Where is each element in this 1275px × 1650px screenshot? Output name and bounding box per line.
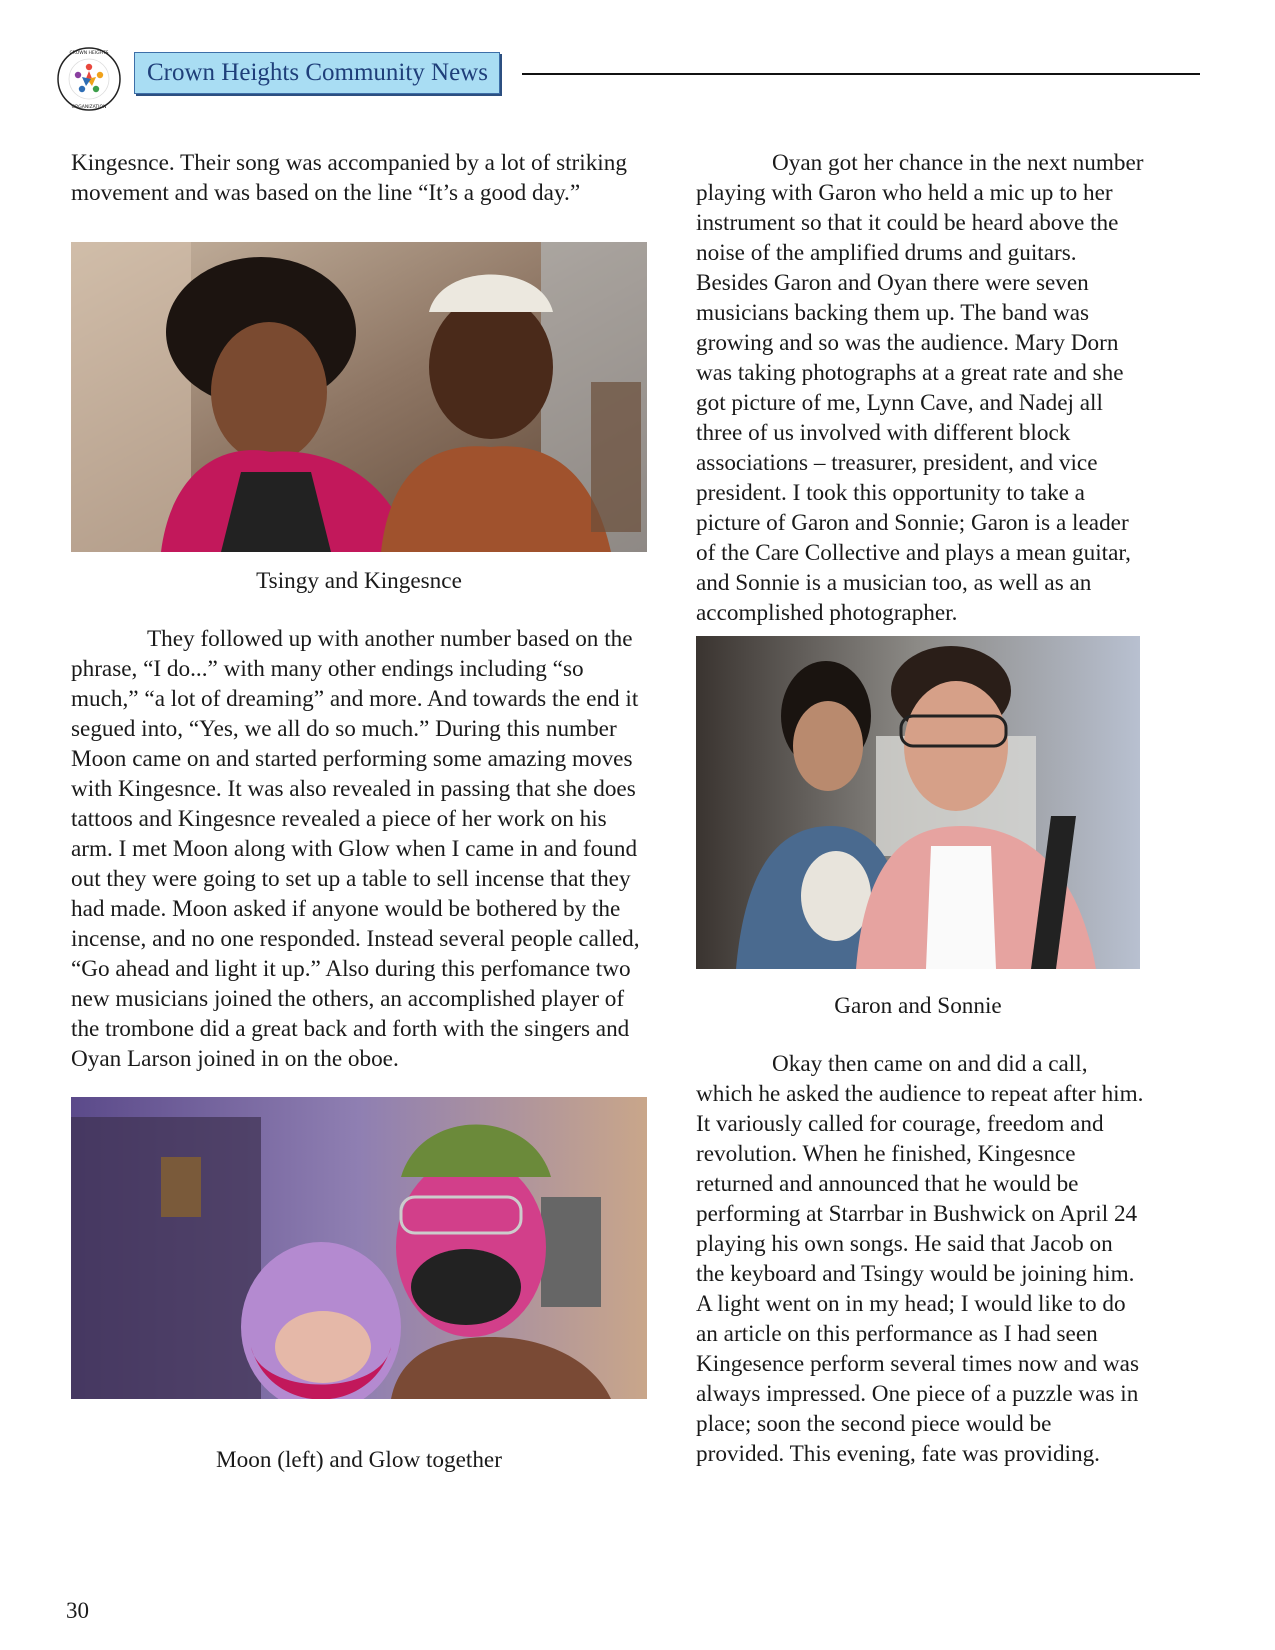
photo-tsingy-kingesnce (71, 242, 647, 552)
svg-text:ORGANIZATION: ORGANIZATION (71, 105, 107, 110)
page-number: 30 (66, 1598, 89, 1623)
logo-lettering: CROWN HEIGHTS (69, 51, 109, 56)
header-rule (522, 73, 1200, 75)
caption-photo-3: Garon and Sonnie (834, 993, 1002, 1019)
left-intro-text: Kingesnce. Their song was accompanied by a lot of striking movement and was based on the line “It’s a good day.” (71, 150, 627, 206)
photo-moon-glow (71, 1097, 647, 1399)
publication-masthead: Crown Heights Community News (134, 52, 500, 94)
right-body-text-2: Okay then came on and did a call, which he asked the audience to repeat after him. It variously called for courage, freedom and revolution. When he finished, Kingesnce returned and announced that he would be performing at Starrbar in Bushwick on April 24 playing his own songs. He said that Jacob on the keyboard and Tsingy would be joining him. A light went on in my head; I would like to do an article on this performance as I had seen Kingesence perform several times now and was always impressed. One piece of a puzzle was in place; soon the second piece would be provided. This evening, fate was providing. (696, 1051, 1144, 1467)
caption-photo-1: Tsingy and Kingesnce (256, 568, 462, 594)
caption-photo-2: Moon (left) and Glow together (216, 1447, 502, 1473)
photo-garon-sonnie (696, 636, 1140, 969)
right-body-text-1: Oyan got her chance in the next number playing with Garon who held a mic up to her instrument so that it could be heard above the noise of the amplified drums and guitars. Besides Garon and Oyan there were seven musicians backing them up. The band was growing and so was the audience. Mary Dorn was taking photographs at a great rate and she got picture of me, Lynn Cave, and Nadej all three of us involved with different block associations – treasurer, president, and vice president. I took this opportunity to take a picture of Garon and Sonnie; Garon is a leader of the Care Collective and plays a mean guitar, and Sonnie is a musician too, as well as an accomplished photographer. (696, 150, 1144, 626)
organization-logo (56, 46, 122, 112)
left-body-text: They followed up with another number based on the phrase, “I do...” with many other endings including “so much,” “a lot of dreaming” and more. And towards the end it segued into, “Yes, we all do so much.” During this number Moon came on and started performing some amazing moves with Kingesnce. It was also revealed in passing that she does tattoos and Kingesnce revealed a piece of her work on his arm. I met Moon along with Glow when I came in and found out they were going to set up a table to sell incense that they had made. Moon asked if anyone would be bothered by the incense, and no one responded. Instead several people called, “Go ahead and light it up.” Also during this perfomance two new musicians joined the others, an accomplished player of the trombone did a great back and forth with the singers and Oyan Larson joined in on the oboe. (71, 626, 640, 1072)
